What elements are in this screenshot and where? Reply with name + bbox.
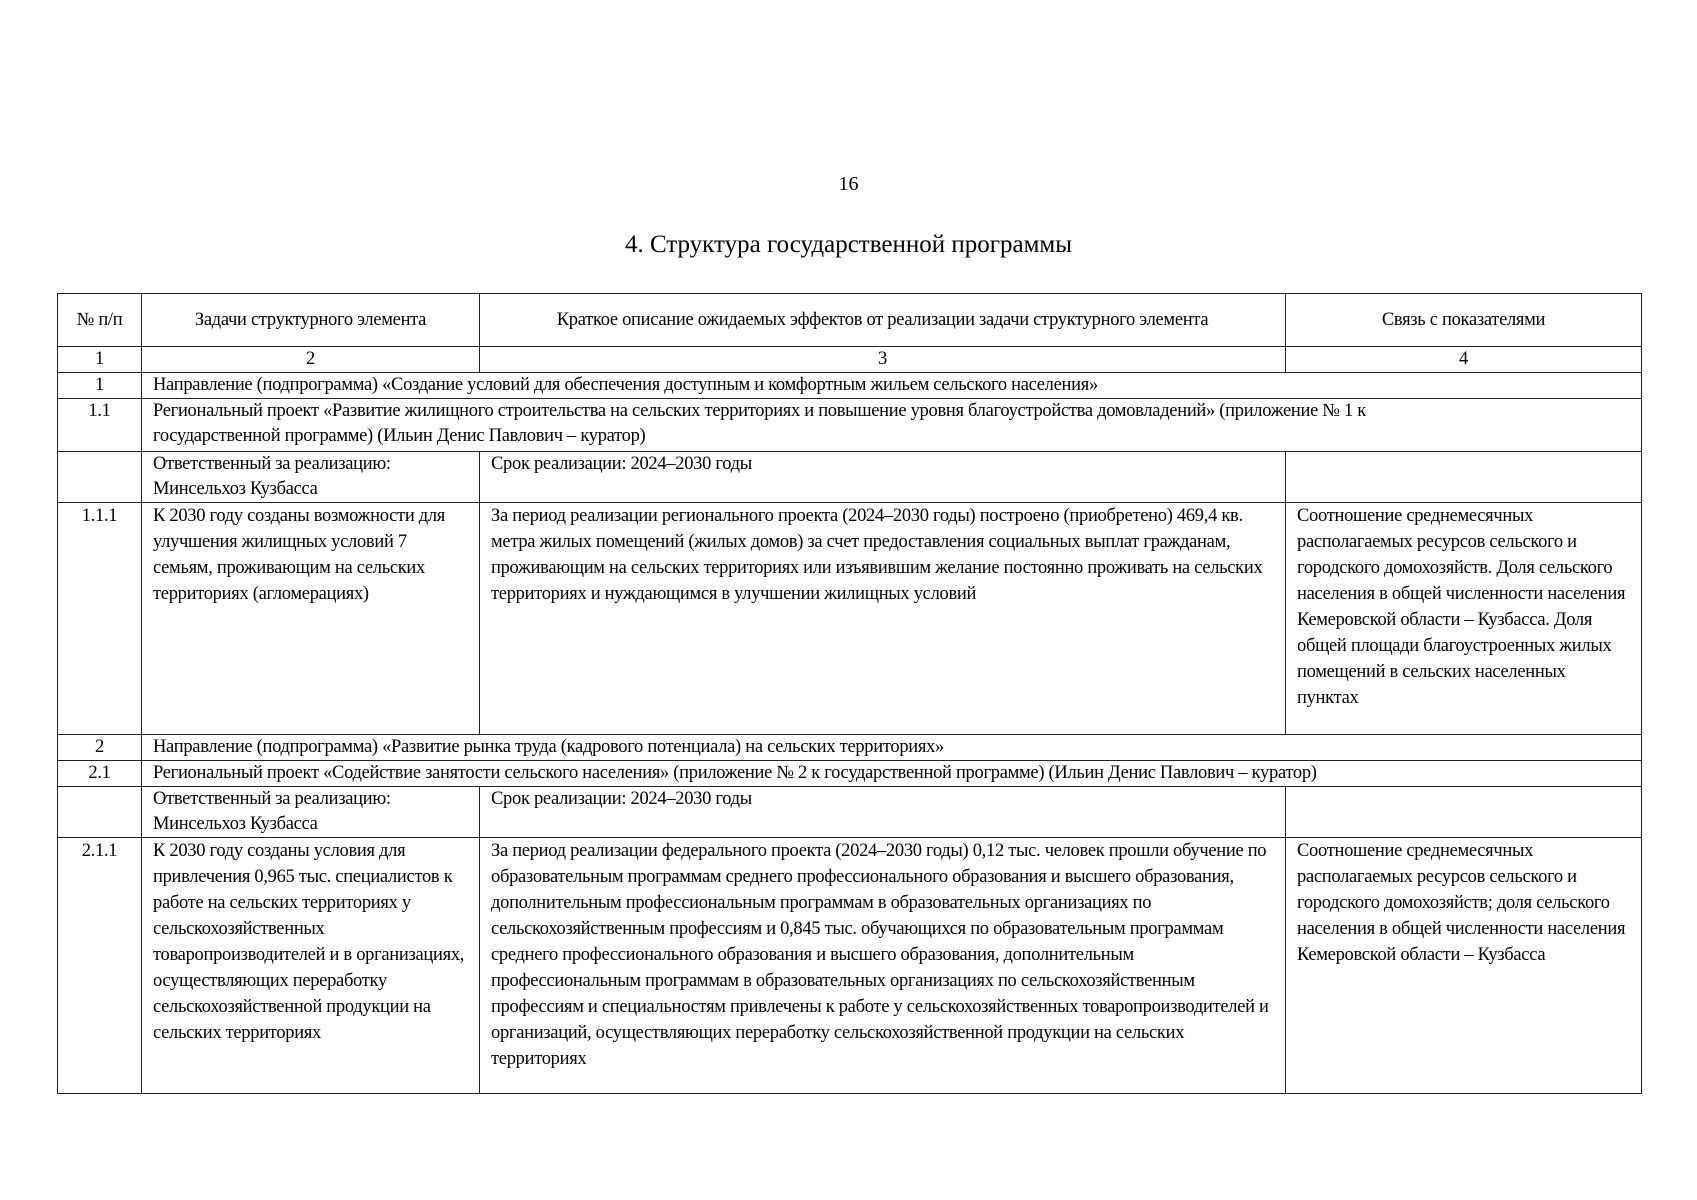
direction-row (58, 373, 1642, 399)
header-tasks: Задачи структурного элемента (142, 294, 480, 347)
table-header-row (58, 294, 1642, 347)
column-number: 1 (58, 347, 142, 373)
column-number: 4 (1286, 347, 1642, 373)
responsible-indicators-empty (1286, 452, 1642, 503)
responsible-indicators-empty (1286, 787, 1642, 838)
column-number-row (58, 347, 1642, 373)
header-number: № п/п (58, 294, 142, 347)
task-text: К 2030 году созданы возможности для улучшения жилищных условий 7 семьям, проживающим на сельских территориях (агломерациях) (142, 503, 480, 735)
structure-table (57, 293, 1642, 1094)
task-text: К 2030 году созданы условия для привлечения 0,965 тыс. специалистов к работе на сельских территориях у сельскохозяйственных товаропроизводителей и в организациях, осуществляющих переработку сельскохозяйственной продукции на сельских территориях (142, 838, 480, 1094)
task-number: 2.1.1 (58, 838, 142, 1094)
column-number: 3 (480, 347, 1286, 373)
responsible-row (58, 787, 1642, 838)
task-row (58, 838, 1642, 1094)
column-number: 2 (142, 347, 480, 373)
project-number: 2.1 (58, 761, 142, 787)
page-number: 16 (838, 173, 859, 195)
direction-title: Направление (подпрограмма) «Развитие рынка труда (кадрового потенциала) на сельских территориях» (142, 735, 1642, 761)
responsible-text: Ответственный за реализацию: Минсельхоз Кузбасса (142, 787, 480, 838)
header-indicators: Связь с показателями (1286, 294, 1642, 347)
project-title: Региональный проект «Развитие жилищного строительства на сельских территориях и повышение уровня благоустройства домовладений» (приложение № 1 к государственной программе) (Ильин Денис Павлович – куратор) (142, 399, 1642, 452)
direction-title: Направление (подпрограмма) «Создание условий для обеспечения доступным и комфортным жильем сельского населения» (142, 373, 1642, 399)
effect-text: За период реализации регионального проекта (2024–2030 годы) построено (приобретено) 469,4 кв. метра жилых помещений (жилых домов) за счет предоставления социальных выплат гражданам, проживающим на сельских территориях или изъявившим желание постоянно проживать на сельских территориях и нуждающимся в улучшении жилищных условий (480, 503, 1286, 735)
direction-row (58, 735, 1642, 761)
page-title: 4. Структура государственной программы (624, 231, 1073, 258)
project-row (58, 399, 1642, 452)
project-row (58, 761, 1642, 787)
responsible-text: Ответственный за реализацию: Минсельхоз Кузбасса (142, 452, 480, 503)
header-effects: Краткое описание ожидаемых эффектов от реализации задачи структурного элемента (480, 294, 1286, 347)
project-title: Региональный проект «Содействие занятости сельского населения» (приложение № 2 к государственной программе) (Ильин Денис Павлович – куратор) (142, 761, 1642, 787)
task-number: 1.1.1 (58, 503, 142, 735)
responsible-row (58, 452, 1642, 503)
term-text: Срок реализации: 2024–2030 годы (480, 452, 1286, 503)
responsible-number-empty (58, 452, 142, 503)
term-text: Срок реализации: 2024–2030 годы (480, 787, 1286, 838)
task-row (58, 503, 1642, 735)
indicators-text: Соотношение среднемесячных располагаемых ресурсов сельского и городского домохозяйств. Доля сельского населения в общей численности населения Кемеровской области – Кузбасса. Доля общей площади благоустроенных жилых помещений в сельских населенных пунктах (1286, 503, 1642, 735)
indicators-text: Соотношение среднемесячных располагаемых ресурсов сельского и городского домохозяйств; доля сельского населения в общей численности населения Кемеровской области – Кузбасса (1286, 838, 1642, 1094)
responsible-number-empty (58, 787, 142, 838)
project-number: 1.1 (58, 399, 142, 452)
direction-number: 2 (58, 735, 142, 761)
direction-number: 1 (58, 373, 142, 399)
effect-text: За период реализации федерального проекта (2024–2030 годы) 0,12 тыс. человек прошли обучение по образовательным программам среднего профессионального образования и высшего образования, дополнительным профессиональным программам в образовательных организациях по сельскохозяйственным профессиям и 0,845 тыс. обучающихся по образовательным программам среднего профессионального образования и высшего образования, дополнительным профессиональным программам в образовательных организациях по сельскохозяйственным профессиям и специальностям привлечены к работе у сельскохозяйственных товаропроизводителей и организаций, осуществляющих переработку сельскохозяйственной продукции на сельских территориях (480, 838, 1286, 1094)
